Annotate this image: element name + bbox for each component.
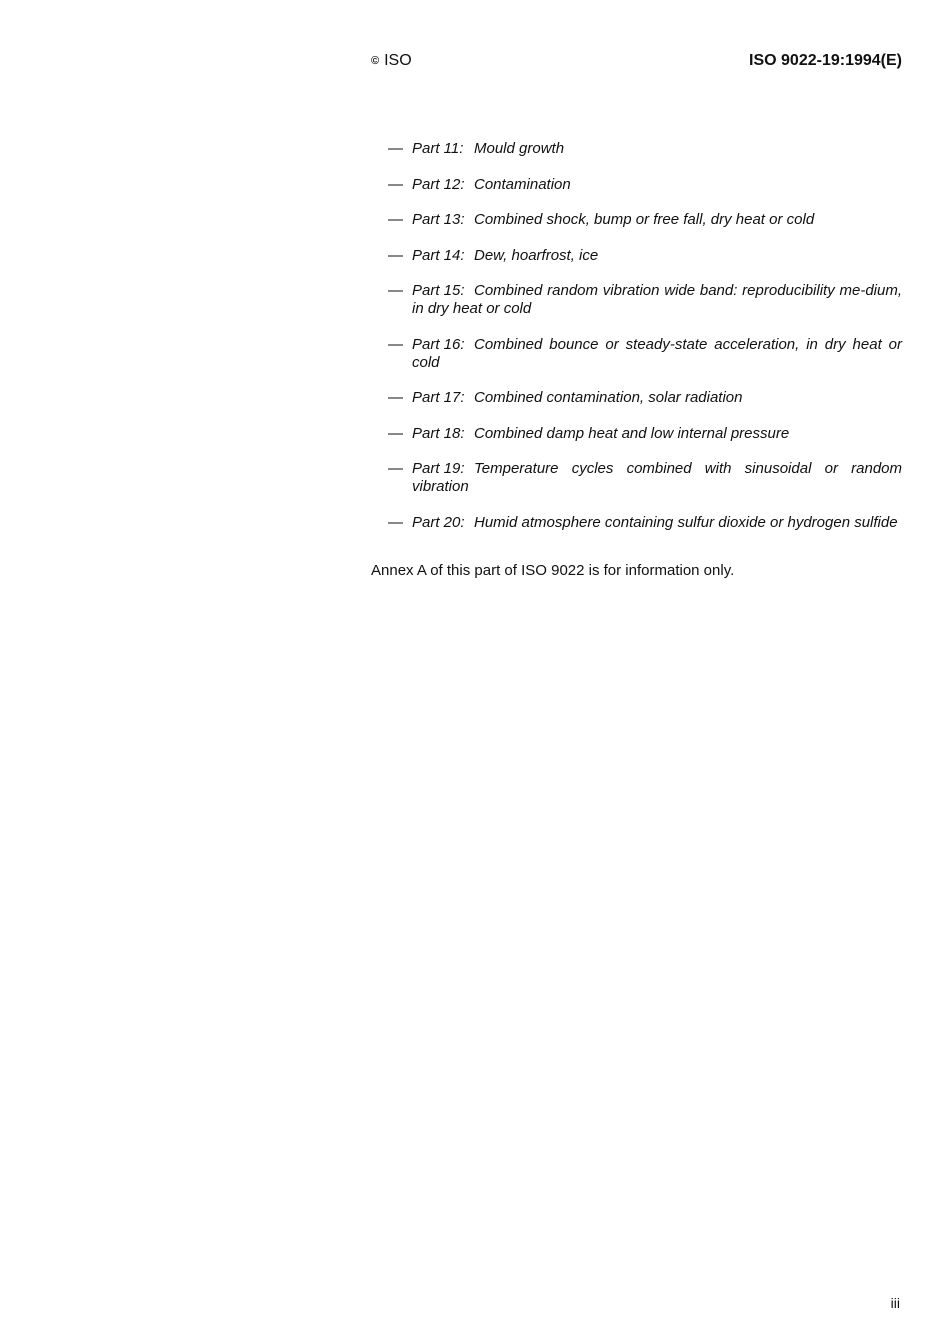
list-item — [388, 425, 902, 443]
part-title: Mould growth — [474, 140, 565, 157]
part-title: Combined bounce or steady-state acceleration, in dry heat or cold — [412, 335, 902, 371]
parts-list — [388, 140, 902, 549]
part-number: Part 12: — [412, 175, 465, 193]
part-number: Part 14: — [412, 246, 465, 264]
dash: — — [388, 424, 403, 442]
list-item — [388, 336, 902, 372]
part-title: Combined shock, bump or free fall, dry heat or cold — [474, 211, 815, 228]
part-title: Contamination — [474, 175, 571, 193]
part-title: Combined damp heat and low internal pressure — [474, 424, 790, 442]
dash: — — [388, 389, 403, 406]
dash: — — [388, 282, 403, 299]
part-number: Part 18: — [412, 424, 465, 442]
part-number: Part 16: — [412, 335, 465, 353]
part-title: Dew, hoarfrost, ice — [474, 246, 599, 264]
part-title: Temperature cycles combined with sinusoidal or random vibration — [412, 460, 902, 495]
page-number: iii — [890, 1295, 900, 1311]
part-number: Part 19: — [412, 460, 465, 477]
part-number: Part 11: — [412, 140, 464, 157]
list-item — [388, 140, 902, 158]
copyright-icon: © — [371, 55, 380, 67]
part-number: Part 17: — [412, 389, 465, 406]
publisher-label: ISO — [384, 52, 412, 69]
dash: — — [388, 513, 403, 531]
header-copyright — [371, 51, 412, 71]
list-item — [388, 514, 902, 532]
part-title: Humid atmosphere containing sulfur dioxide or hydrogen sulfide — [474, 513, 898, 531]
part-title: Combined contamination, solar radiation — [474, 389, 743, 406]
list-item — [388, 282, 902, 318]
list-item — [388, 247, 902, 265]
document-id: ISO 9022-19:1994(E) — [749, 52, 902, 69]
list-item — [388, 389, 902, 407]
part-number: Part 13: — [412, 211, 465, 228]
annex-note: Annex A of this part of ISO 9022 is for information only. — [371, 562, 735, 579]
list-item — [388, 211, 902, 229]
dash: — — [388, 246, 403, 264]
list-item — [388, 460, 902, 496]
part-number: Part 15: — [412, 282, 465, 299]
dash: — — [388, 175, 403, 193]
part-number: Part 20: — [412, 513, 465, 531]
dash: — — [388, 335, 403, 353]
dash: — — [388, 211, 403, 228]
list-item — [388, 176, 902, 194]
dash: — — [388, 460, 403, 477]
dash: — — [388, 140, 403, 157]
part-title: Combined random vibration wide band: reproducibility me-dium, in dry heat or cold — [412, 282, 902, 317]
